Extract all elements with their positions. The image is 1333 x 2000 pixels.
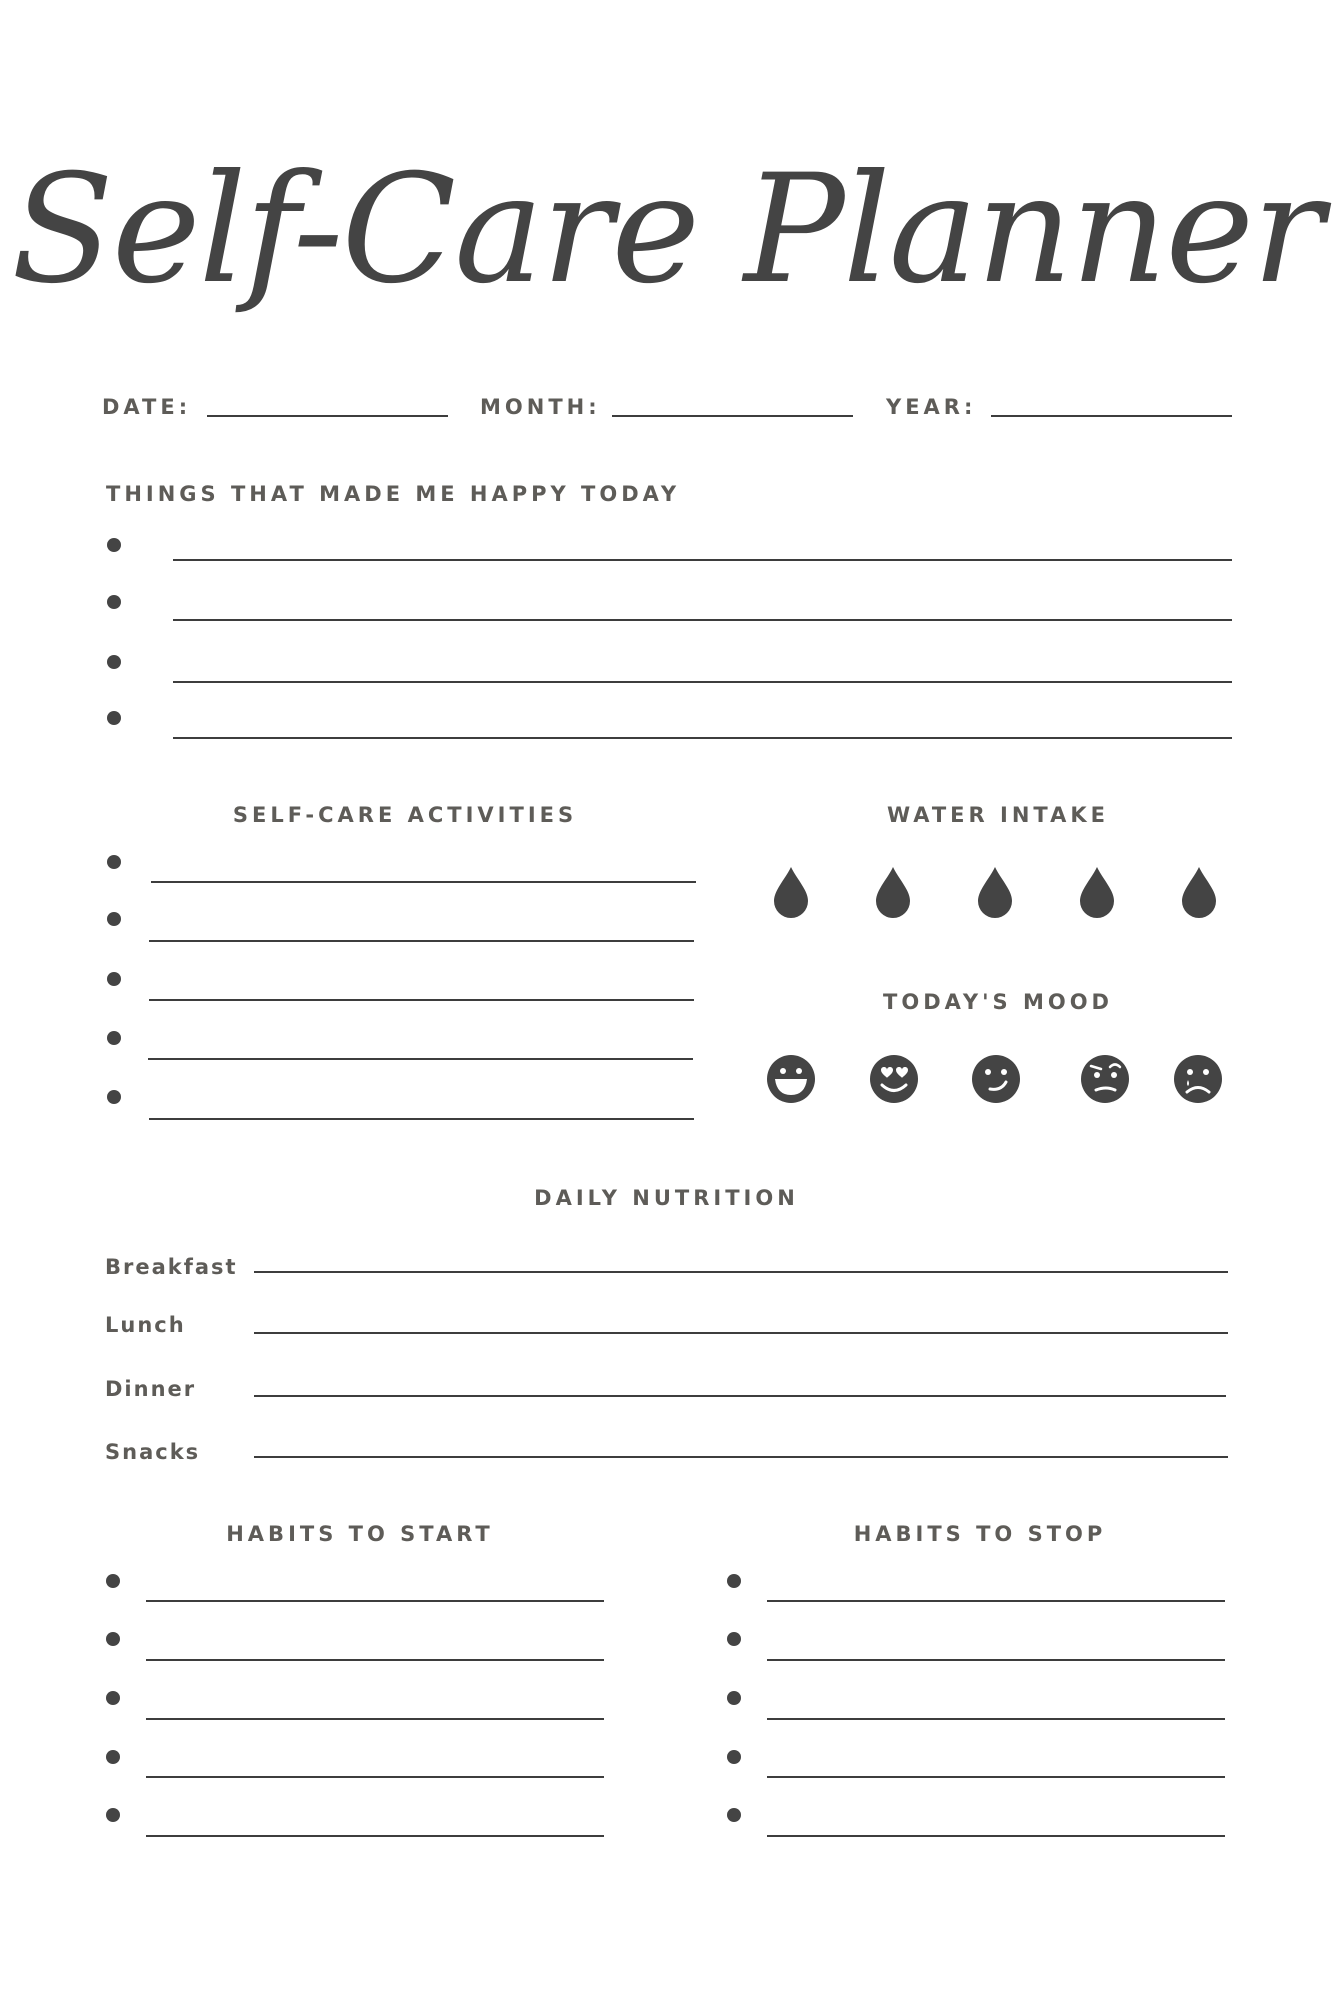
breakfast-label: Breakfast [105,1255,238,1279]
happy-line-1[interactable] [173,559,1232,561]
bullet-icon [107,972,121,986]
bullet-icon [107,595,121,609]
habit-start-line-1[interactable] [146,1600,604,1602]
bullet-icon [107,1090,121,1104]
date-label: DATE: [102,395,192,419]
dinner-field[interactable] [254,1395,1226,1397]
activity-line-1[interactable] [151,881,696,883]
confused-face-icon[interactable] [1081,1055,1129,1103]
happy-line-4[interactable] [173,737,1232,739]
date-field[interactable] [207,415,448,417]
habit-start-line-5[interactable] [146,1835,604,1837]
breakfast-field[interactable] [254,1271,1228,1273]
bullet-icon [727,1808,741,1822]
smirk-face-icon[interactable] [972,1055,1020,1103]
snacks-field[interactable] [254,1456,1228,1458]
water-drop-icon[interactable] [978,867,1012,918]
laughing-face-icon[interactable] [767,1055,815,1103]
water-drop-icon[interactable] [876,867,910,918]
sad-face-icon[interactable] [1174,1055,1222,1103]
water-drop-icon[interactable] [774,867,808,918]
habit-stop-line-1[interactable] [767,1600,1225,1602]
heart-eyes-face-icon[interactable] [870,1055,918,1103]
habit-start-line-3[interactable] [146,1718,604,1720]
habit-start-line-2[interactable] [146,1659,604,1661]
habits-start-heading: HABITS TO START [226,1522,494,1546]
lunch-label: Lunch [105,1313,186,1337]
snacks-label: Snacks [105,1440,201,1464]
bullet-icon [727,1574,741,1588]
year-field[interactable] [991,415,1232,417]
happy-line-2[interactable] [173,619,1232,621]
activity-line-2[interactable] [149,940,694,942]
bullet-icon [106,1808,120,1822]
mood-heading: TODAY'S MOOD [883,990,1113,1014]
habit-stop-line-3[interactable] [767,1718,1225,1720]
habit-stop-line-5[interactable] [767,1835,1225,1837]
activity-line-3[interactable] [149,999,694,1001]
bullet-icon [727,1691,741,1705]
happy-line-3[interactable] [173,681,1232,683]
water-drop-icon[interactable] [1182,867,1216,918]
bullet-icon [107,912,121,926]
bullet-icon [107,855,121,869]
bullet-icon [106,1691,120,1705]
year-label: YEAR: [886,395,977,419]
habit-start-line-4[interactable] [146,1776,604,1778]
activity-line-4[interactable] [148,1058,693,1060]
habit-stop-line-2[interactable] [767,1659,1225,1661]
bullet-icon [106,1632,120,1646]
habits-stop-heading: HABITS TO STOP [853,1522,1107,1546]
month-label: MONTH: [480,395,601,419]
activity-line-5[interactable] [149,1118,694,1120]
bullet-icon [106,1750,120,1764]
happy-heading: THINGS THAT MADE ME HAPPY TODAY [106,482,681,506]
water-heading: WATER INTAKE [887,803,1109,827]
bullet-icon [107,655,121,669]
bullet-icon [106,1574,120,1588]
page-title: Self-Care Planner [11,143,1322,317]
bullet-icon [107,711,121,725]
bullet-icon [727,1632,741,1646]
mood-faces [760,1050,1230,1110]
bullet-icon [107,538,121,552]
habit-stop-line-4[interactable] [767,1776,1225,1778]
water-drop-icon[interactable] [1080,867,1114,918]
lunch-field[interactable] [254,1332,1228,1334]
dinner-label: Dinner [105,1377,197,1401]
water-drops [760,860,1220,920]
month-field[interactable] [612,415,853,417]
bullet-icon [107,1031,121,1045]
nutrition-heading: DAILY NUTRITION [534,1186,799,1210]
activities-heading: SELF-CARE ACTIVITIES [232,803,578,827]
bullet-icon [727,1750,741,1764]
